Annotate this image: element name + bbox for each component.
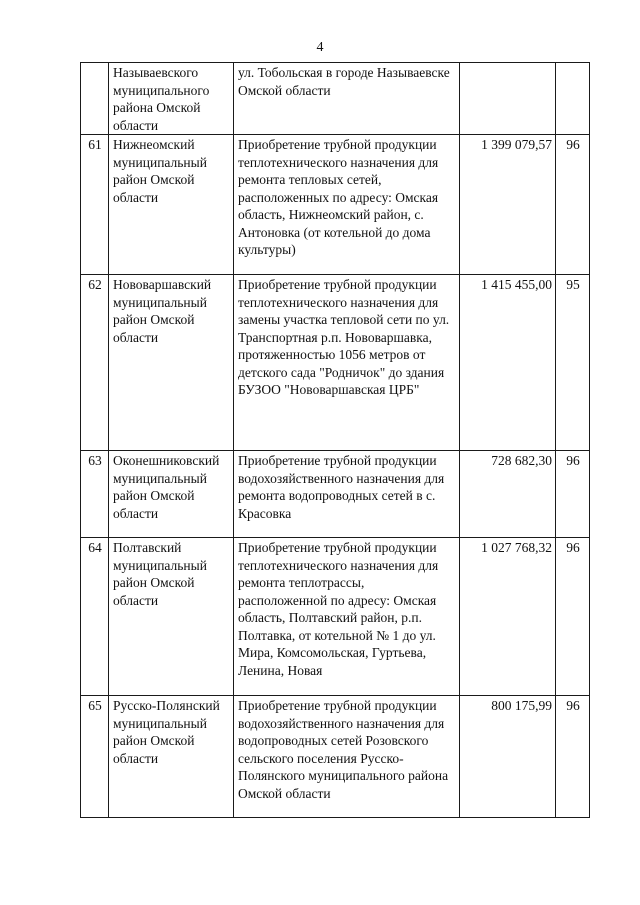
description-cell: Приобретение трубной продукции теплотехнического назначения для ремонта тепловых сетей, расположенных по адресу: Омская область, Нижнеомский район, с. Антоновка (от котельной до дома культуры) xyxy=(234,135,460,275)
percent-cell: 96 xyxy=(556,696,590,818)
district-cell: Полтавский муниципальный район Омской области xyxy=(109,538,234,696)
amount-cell: 1 415 455,00 xyxy=(460,275,556,451)
amount-cell xyxy=(460,63,556,135)
description-cell: Приобретение трубной продукции водохозяйственного назначения для водопроводных сетей Розовского сельского поселения Русско-Полянского муниципального района Омской области xyxy=(234,696,460,818)
description-cell: Приобретение трубной продукции водохозяйственного назначения для ремонта водопроводных сетей в с. Красовка xyxy=(234,451,460,538)
percent-cell: 95 xyxy=(556,275,590,451)
table-row xyxy=(81,135,590,275)
amount-cell: 800 175,99 xyxy=(460,696,556,818)
row-number: 65 xyxy=(81,696,109,818)
district-cell: Называевского муниципального района Омской области xyxy=(109,63,234,135)
table-row xyxy=(81,451,590,538)
description-cell: ул. Тобольская в городе Называевске Омской области xyxy=(234,63,460,135)
percent-cell: 96 xyxy=(556,451,590,538)
row-number: 64 xyxy=(81,538,109,696)
amount-cell: 1 027 768,32 xyxy=(460,538,556,696)
page-number: 4 xyxy=(316,40,324,55)
table-row xyxy=(81,538,590,696)
description-cell: Приобретение трубной продукции теплотехнического назначения для ремонта теплотрассы, расположенной по адресу: Омская область, Полтавский район, р.п. Полтавка, от котельной № 1 до ул. Мира, Комсомольская, Гуртьева, Ленина, Новая xyxy=(234,538,460,696)
table-row xyxy=(81,63,590,135)
table-row xyxy=(81,275,590,451)
row-number: 61 xyxy=(81,135,109,275)
district-cell: Оконешниковский муниципальный район Омской области xyxy=(109,451,234,538)
percent-cell: 96 xyxy=(556,135,590,275)
amount-cell: 728 682,30 xyxy=(460,451,556,538)
percent-cell xyxy=(556,63,590,135)
table-row xyxy=(81,696,590,818)
district-cell: Нижнеомский муниципальный район Омской области xyxy=(109,135,234,275)
district-cell: Русско-Полянский муниципальный район Омской области xyxy=(109,696,234,818)
row-number: 63 xyxy=(81,451,109,538)
row-number: 62 xyxy=(81,275,109,451)
description-cell: Приобретение трубной продукции теплотехнического назначения для замены участка тепловой сети по ул. Транспортная р.п. Нововаршавка, протяженностью 1056 метров от детского сада "Родничок" до здания БУЗОО "Нововаршавская ЦРБ" xyxy=(234,275,460,451)
percent-cell: 96 xyxy=(556,538,590,696)
row-number xyxy=(81,63,109,135)
district-cell: Нововаршавский муниципальный район Омской области xyxy=(109,275,234,451)
funding-table xyxy=(80,62,590,818)
amount-cell: 1 399 079,57 xyxy=(460,135,556,275)
